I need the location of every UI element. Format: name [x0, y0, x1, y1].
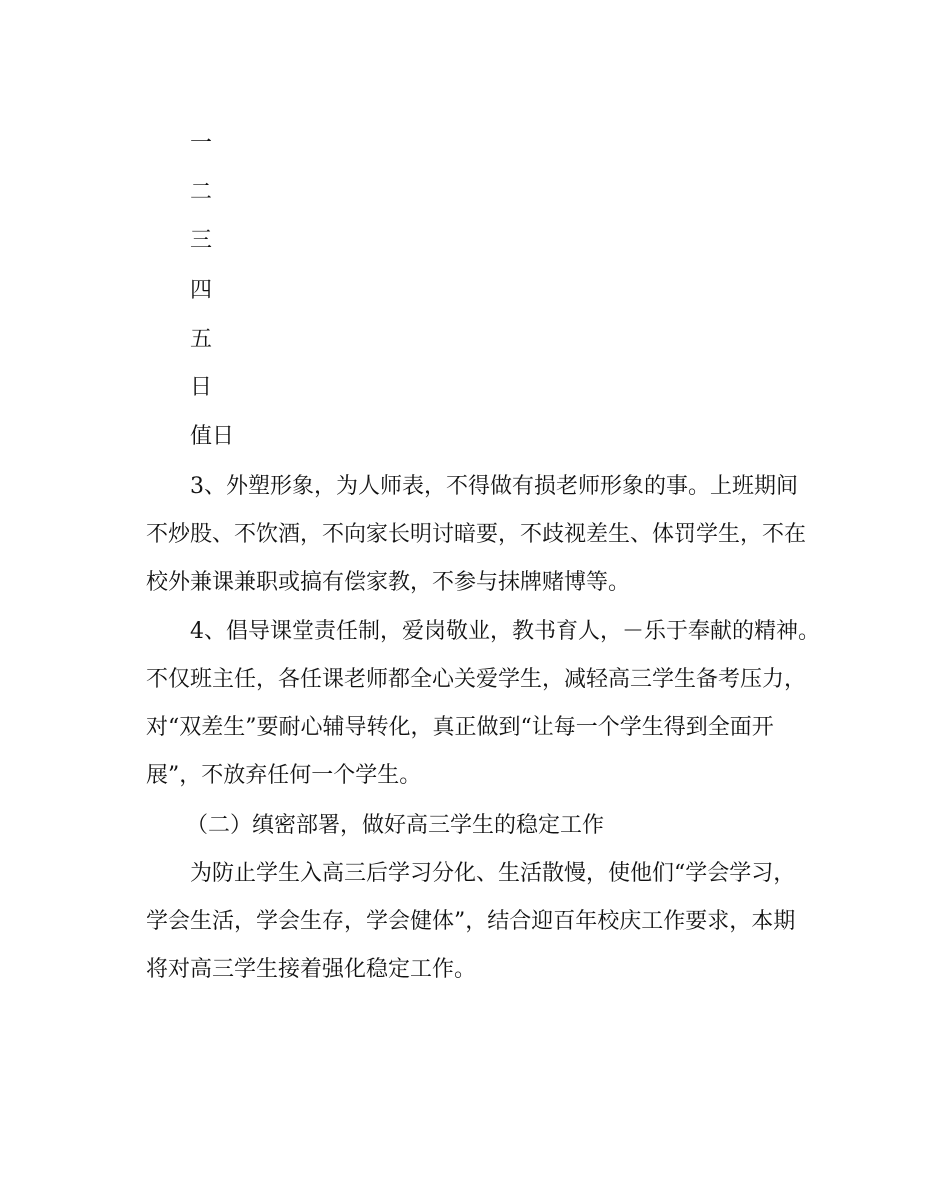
paragraph-line: 不炒股、不饮酒，不向家长明讨暗要，不歧视差生、体罚学生，不在: [146, 522, 807, 547]
paragraph-line: 为防止学生入高三后学习分化、生活散慢，使他们“学会学习，: [190, 861, 796, 886]
paragraph-line: 3、外塑形象，为人师表，不得做有损老师形象的事。上班期间: [190, 474, 798, 499]
schedule-duty-label: 值日: [190, 424, 235, 449]
paragraph-3: [146, 463, 816, 607]
paragraph-4: [146, 608, 820, 800]
paragraph-line: 将对高三学生接着强化稳定工作。: [146, 957, 477, 982]
section-heading: （二）缜密部署，做好高三学生的稳定工作: [186, 813, 605, 838]
schedule-day-mon: 一: [190, 131, 213, 156]
paragraph-line: 展”，不放弃任何一个学生。: [146, 763, 422, 788]
schedule-day-wed: 三: [190, 228, 213, 253]
schedule-day-thu: 四: [190, 278, 213, 303]
paragraph-5: [146, 850, 816, 994]
paragraph-line: 4、倡导课堂责任制，爱岗敬业，教书育人，－乐于奉献的精神。: [190, 619, 820, 644]
schedule-day-sun: 日: [190, 375, 213, 400]
paragraph-line: 对“双差生”要耐心辅导转化，真正做到“让每一个学生得到全面开: [146, 715, 774, 740]
paragraph-line: 校外兼课兼职或搞有偿家教，不参与抹牌赌博等。: [146, 570, 631, 595]
paragraph-line: 学会生活，学会生存，学会健体”，结合迎百年校庆工作要求，本期: [146, 909, 796, 934]
schedule-day-tue: 二: [190, 180, 213, 205]
paragraph-line: 不仅班主任，各任课老师都全心关爱学生，减轻高三学生备考压力，: [146, 667, 807, 692]
schedule-day-fri: 五: [190, 327, 213, 352]
